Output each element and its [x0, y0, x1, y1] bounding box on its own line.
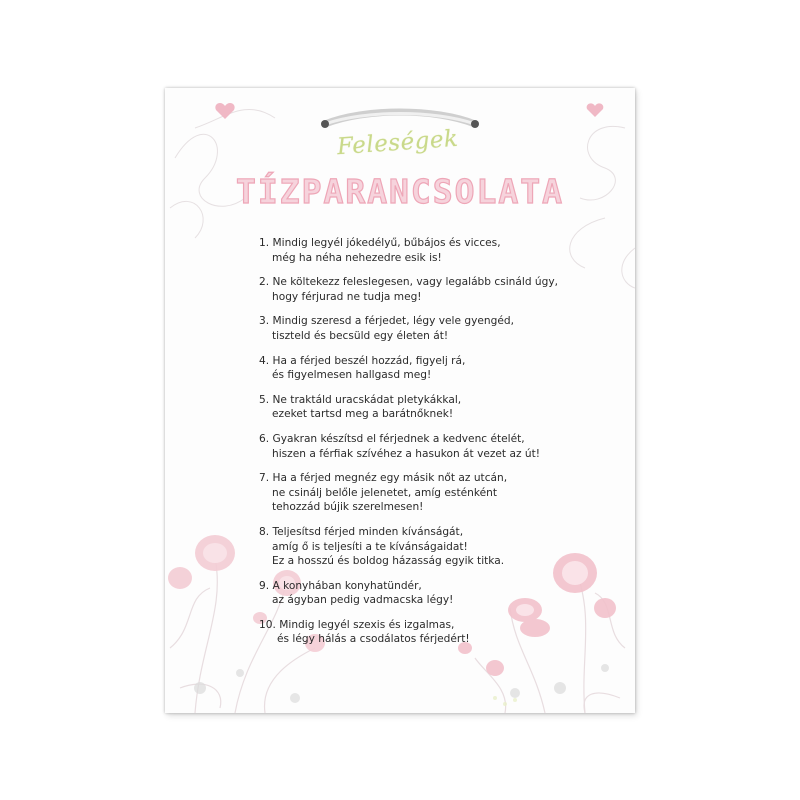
- rule-line: tehozzád bújik szerelmesen!: [272, 501, 424, 514]
- rule-line: 6. Gyakran készítsd el férjednek a kedvenc ételét,: [259, 432, 525, 445]
- rule-line: ne csinálj belőle jelenetet, amíg esténként: [272, 486, 497, 499]
- rule-line: amíg ő is teljesíti a te kívánságaidat!: [272, 540, 468, 553]
- rule-line: 7. Ha a férjed megnéz egy másik nőt az utcán,: [259, 472, 508, 485]
- rule-line: 4. Ha a férjed beszél hozzád, figyelj rá,: [259, 354, 466, 367]
- rule-line: 10. Mindig legyél szexis és izgalmas,: [259, 618, 455, 631]
- rule-line: 5. Ne traktáld uracskádat pletykákkal,: [259, 393, 462, 406]
- main-title: TÍZPARANCSOLATA: [235, 172, 564, 211]
- rule-item: [259, 393, 629, 422]
- rule-item: [259, 618, 629, 647]
- script-title: Feleségek: [336, 125, 460, 161]
- rule-item: [259, 525, 629, 569]
- rule-item: [259, 314, 629, 343]
- rule-line: 9. A konyhában konyhatündér,: [259, 579, 422, 592]
- rule-item: [259, 432, 629, 461]
- rule-line: 1. Mindig legyél jókedélyű, bűbájos és vicces,: [259, 237, 501, 249]
- rule-item: [259, 275, 629, 304]
- rule-line: 8. Teljesítsd férjed minden kívánságát,: [259, 525, 464, 538]
- rules-list: [259, 236, 629, 657]
- rule-line: az ágyban pedig vadmacska légy!: [272, 594, 454, 607]
- rule-line: még ha néha nehezedre esik is!: [272, 251, 442, 264]
- rule-line: hogy férjurad ne tudja meg!: [272, 290, 422, 303]
- poster-board: [165, 88, 635, 713]
- rule-item: [259, 354, 629, 383]
- rule-item: [259, 236, 629, 265]
- rule-line: Ez a hosszú és boldog házasság egyik titka.: [272, 555, 505, 568]
- rule-line: ezeket tartsd meg a barátnőknek!: [272, 408, 454, 421]
- rule-line: 2. Ne költekezz feleslegesen, vagy legalább csináld úgy,: [259, 276, 558, 289]
- rule-line: 3. Mindig szeresd a férjedet, légy vele gyengéd,: [259, 315, 514, 328]
- rule-line: tiszteld és becsüld egy életen át!: [272, 329, 449, 342]
- rule-line: és légy hálás a csodálatos férjedért!: [277, 633, 470, 646]
- rule-line: hiszen a férfiak szívéhez a hasukon át vezet az út!: [272, 447, 540, 460]
- rule-item: [259, 579, 629, 608]
- rule-item: [259, 471, 629, 515]
- rule-line: és figyelmesen hallgasd meg!: [272, 369, 432, 382]
